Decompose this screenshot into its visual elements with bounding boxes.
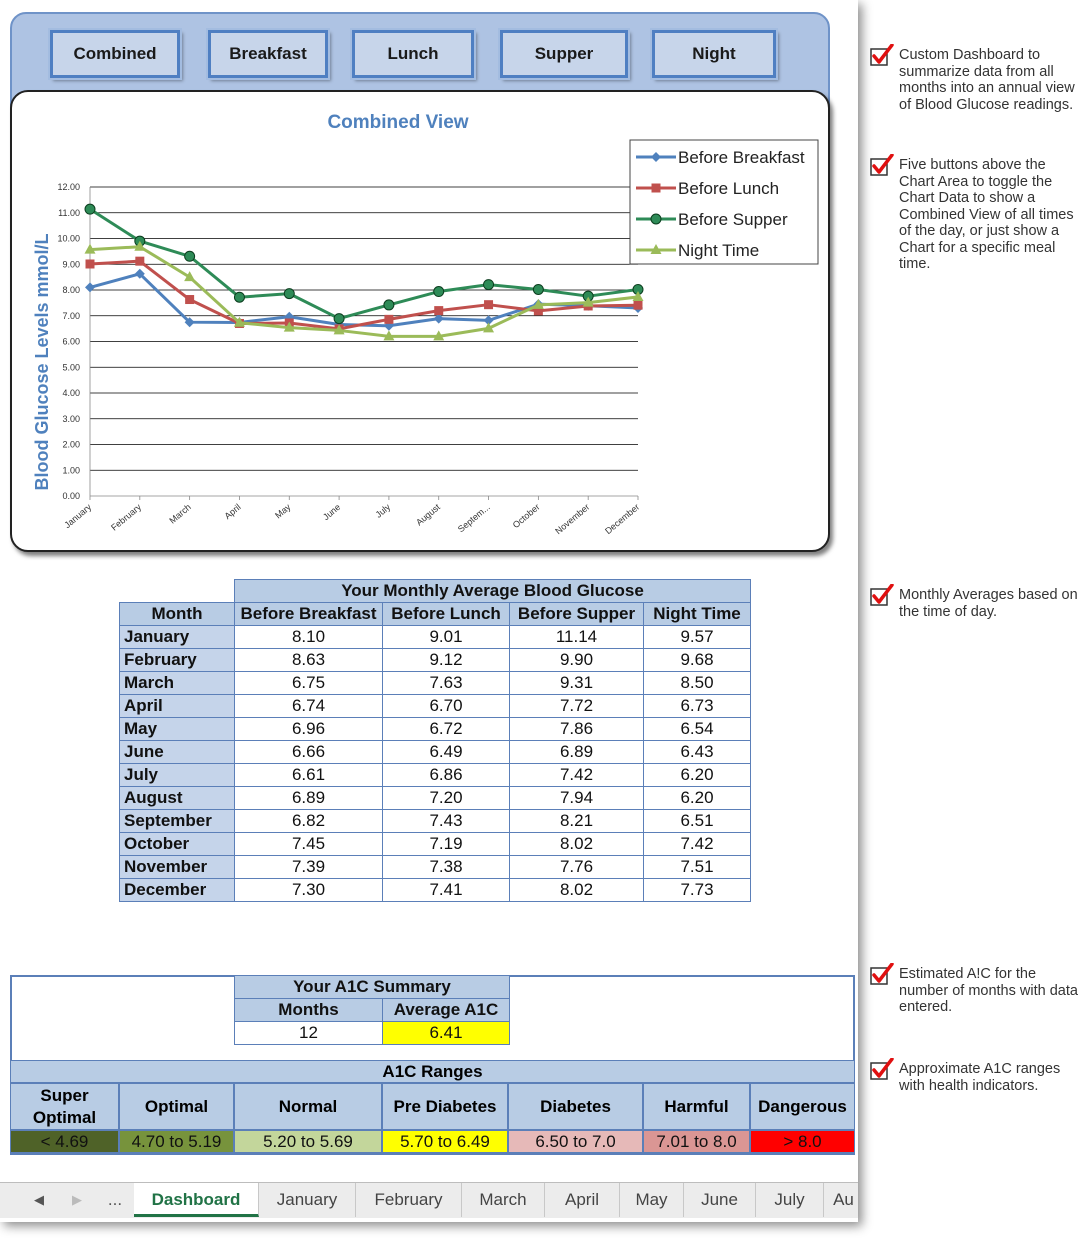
table-row — [120, 879, 751, 902]
y-tick-label: 2.00 — [62, 439, 80, 450]
legend-marker — [651, 214, 661, 224]
x-tick-label: Septem... — [455, 501, 492, 535]
y-tick-label: 4.00 — [62, 388, 80, 398]
data-point — [384, 300, 394, 310]
data-point — [185, 295, 194, 304]
data-point — [634, 301, 643, 310]
sheet-tab[interactable]: Dashboard — [134, 1183, 259, 1217]
x-tick-label: December — [603, 501, 642, 537]
checkbox-checked-icon — [870, 44, 894, 66]
value-cell[interactable]: 7.51 — [644, 856, 751, 879]
annotation-text: Custom Dashboard to summarize data from all months into an annual view of Blood Glucose readings. — [899, 47, 1075, 113]
sheet-tab[interactable]: March — [462, 1183, 545, 1217]
y-tick-label: 9.00 — [62, 259, 80, 270]
series-before-breakfast — [85, 269, 643, 331]
month-cell[interactable]: March — [120, 672, 235, 695]
months-header: Months — [235, 999, 383, 1022]
column-header: Before Breakfast — [235, 603, 383, 626]
value-cell[interactable]: 7.86 — [510, 718, 644, 741]
breakfast-button[interactable]: Breakfast — [208, 30, 328, 78]
x-tick-label: February — [109, 501, 144, 533]
checkbox-checked-icon — [870, 963, 894, 985]
value-cell[interactable]: 8.21 — [510, 810, 644, 833]
value-cell[interactable]: 7.73 — [644, 879, 751, 902]
value-cell[interactable]: 6.49 — [383, 741, 510, 764]
supper-button[interactable]: Supper — [500, 30, 628, 78]
month-cell[interactable]: January — [120, 626, 235, 649]
value-cell[interactable]: 6.54 — [644, 718, 751, 741]
value-cell[interactable]: 7.38 — [383, 856, 510, 879]
a1c-summary-table — [234, 975, 510, 1045]
annotation-text: Approximate A1C ranges with health indicators. — [899, 1061, 1061, 1094]
month-cell[interactable]: October — [120, 833, 235, 856]
month-cell[interactable]: July — [120, 764, 235, 787]
data-point — [334, 314, 344, 324]
y-tick-label: 8.00 — [62, 285, 80, 295]
table-row — [120, 856, 751, 879]
monthly-table-title: Your Monthly Average Blood Glucose — [235, 580, 751, 603]
range-header: Normal — [234, 1083, 382, 1130]
value-cell[interactable]: 6.89 — [510, 741, 644, 764]
range-value[interactable]: 4.70 to 5.19 — [119, 1130, 234, 1153]
data-point — [85, 282, 95, 292]
legend-label: Before Supper — [678, 210, 788, 229]
value-cell[interactable]: 6.51 — [644, 810, 751, 833]
value-cell[interactable]: 7.41 — [383, 879, 510, 902]
value-cell[interactable]: 11.14 — [510, 626, 644, 649]
value-cell[interactable]: 9.68 — [644, 649, 751, 672]
value-cell[interactable]: 7.72 — [510, 695, 644, 718]
value-cell[interactable]: 6.61 — [235, 764, 383, 787]
value-cell[interactable]: 6.70 — [383, 695, 510, 718]
chart-area[interactable] — [10, 90, 830, 552]
month-cell[interactable]: May — [120, 718, 235, 741]
table-row — [120, 741, 751, 764]
value-cell[interactable]: 7.42 — [644, 833, 751, 856]
y-tick-label: 7.00 — [62, 310, 80, 321]
column-header: Night Time — [644, 603, 751, 626]
month-cell[interactable]: February — [120, 649, 235, 672]
sheet-tab-bar — [0, 1182, 858, 1218]
x-tick-label: November — [553, 501, 592, 537]
x-tick-label: July — [373, 501, 393, 520]
value-cell[interactable]: 9.90 — [510, 649, 644, 672]
y-tick-label: 11.00 — [58, 207, 80, 218]
value-cell[interactable]: 7.45 — [235, 833, 383, 856]
data-point — [384, 315, 393, 324]
value-cell[interactable]: 6.72 — [383, 718, 510, 741]
data-point — [434, 287, 444, 297]
value-cell[interactable]: 6.86 — [383, 764, 510, 787]
sheet-tab[interactable]: April — [545, 1183, 620, 1217]
night-button[interactable]: Night — [652, 30, 776, 78]
sheet-tab[interactable]: June — [684, 1183, 756, 1217]
table-row — [120, 764, 751, 787]
range-value[interactable]: 6.50 to 7.0 — [508, 1130, 643, 1153]
table-row — [120, 672, 751, 695]
scroll-right-icon[interactable]: ▶ — [72, 1192, 82, 1207]
value-cell[interactable]: 6.74 — [235, 695, 383, 718]
x-tick-label: June — [320, 501, 343, 523]
combined-chart — [12, 92, 828, 550]
value-cell[interactable]: 9.57 — [644, 626, 751, 649]
value-cell[interactable]: 9.12 — [383, 649, 510, 672]
range-header: Dangerous — [750, 1083, 855, 1130]
annotation-text: Estimated A!C for the number of months with data entered. — [899, 966, 1078, 1015]
range-header: Pre Diabetes — [382, 1083, 508, 1130]
data-point — [434, 306, 443, 315]
value-cell[interactable]: 8.02 — [510, 879, 644, 902]
data-point — [85, 204, 95, 214]
value-cell[interactable]: 9.31 — [510, 672, 644, 695]
month-cell[interactable]: April — [120, 695, 235, 718]
table-row — [120, 718, 751, 741]
value-cell[interactable]: 6.66 — [235, 741, 383, 764]
value-cell[interactable]: 7.43 — [383, 810, 510, 833]
legend-label: Before Lunch — [678, 179, 780, 198]
y-tick-label: 5.00 — [62, 362, 80, 373]
months-value[interactable]: 12 — [235, 1022, 383, 1045]
combined-button[interactable]: Combined — [50, 30, 180, 78]
a1c-ranges-title: A1C Ranges — [10, 1060, 855, 1083]
value-cell[interactable]: 6.75 — [235, 672, 383, 695]
data-point — [135, 257, 144, 266]
monthly-average-table — [119, 579, 751, 902]
data-point — [86, 259, 95, 268]
month-cell[interactable]: August — [120, 787, 235, 810]
value-cell[interactable]: 7.63 — [383, 672, 510, 695]
x-tick-label: January — [62, 501, 94, 531]
month-cell[interactable]: June — [120, 741, 235, 764]
range-value[interactable]: 5.70 to 6.49 — [382, 1130, 508, 1153]
value-cell[interactable]: 7.30 — [235, 879, 383, 902]
x-tick-label: August — [414, 501, 443, 528]
range-header: Super Optimal — [10, 1083, 119, 1130]
sheet-tab[interactable]: February — [356, 1183, 462, 1217]
range-header: Harmful — [643, 1083, 750, 1130]
checkbox-checked-icon — [870, 584, 894, 606]
table-row — [120, 695, 751, 718]
value-cell[interactable]: 8.63 — [235, 649, 383, 672]
x-tick-label: May — [273, 501, 293, 521]
lunch-button[interactable]: Lunch — [352, 30, 474, 78]
average-a1c-header: Average A1C — [383, 999, 510, 1022]
data-point — [234, 292, 244, 302]
y-tick-label: 6.00 — [62, 336, 80, 347]
annotation-text: Monthly Averages based on the time of day. — [899, 587, 1078, 620]
x-tick-label: March — [167, 501, 193, 526]
annotation-text: Five buttons above the Chart Area to toggle the Chart Data to show a Combined View of all times of the day, or just show a Chart for a specific meal time. — [899, 157, 1074, 272]
value-cell[interactable]: 7.94 — [510, 787, 644, 810]
legend-label: Night Time — [678, 241, 760, 260]
data-point — [533, 284, 543, 294]
series-line — [90, 274, 638, 326]
checkbox-checked-icon — [870, 1058, 894, 1080]
sheet-tab[interactable]: January — [259, 1183, 356, 1217]
range-header: Optimal — [119, 1083, 234, 1130]
sheet-tab[interactable]: July — [756, 1183, 824, 1217]
value-cell[interactable]: 7.42 — [510, 764, 644, 787]
y-tick-label: 3.00 — [62, 413, 80, 424]
scroll-left-icon[interactable]: ◀ — [34, 1192, 44, 1207]
chart-title: Combined View — [327, 112, 469, 133]
table-row — [120, 649, 751, 672]
a1c-summary-title: Your A1C Summary — [235, 976, 510, 999]
table-row — [120, 626, 751, 649]
value-cell[interactable]: 8.50 — [644, 672, 751, 695]
value-cell[interactable]: 6.82 — [235, 810, 383, 833]
y-axis-label: Blood Glucose Levels mmol/L — [32, 233, 52, 491]
column-header: Month — [120, 603, 235, 626]
value-cell[interactable]: 6.20 — [644, 787, 751, 810]
month-cell[interactable]: December — [120, 879, 235, 902]
range-value[interactable]: > 8.0 — [750, 1130, 855, 1153]
value-cell[interactable]: 6.20 — [644, 764, 751, 787]
value-cell[interactable]: 9.01 — [383, 626, 510, 649]
value-cell[interactable]: 6.96 — [235, 718, 383, 741]
table-row — [120, 787, 751, 810]
column-header: Before Supper — [510, 603, 644, 626]
month-cell[interactable]: November — [120, 856, 235, 879]
y-tick-label: 0.00 — [62, 491, 80, 501]
average-a1c-value[interactable]: 6.41 — [383, 1022, 510, 1045]
checkbox-checked-icon — [870, 154, 894, 176]
data-point — [484, 300, 493, 309]
value-cell[interactable]: 8.02 — [510, 833, 644, 856]
range-header: Diabetes — [508, 1083, 643, 1130]
value-cell[interactable]: 7.39 — [235, 856, 383, 879]
column-header: Before Lunch — [383, 603, 510, 626]
legend-label: Before Breakfast — [678, 148, 805, 167]
value-cell[interactable]: 6.73 — [644, 695, 751, 718]
data-point — [484, 280, 494, 290]
range-value[interactable]: 7.01 to 8.0 — [643, 1130, 750, 1153]
y-tick-label: 10.00 — [57, 233, 80, 244]
sheet-tab[interactable]: Au — [824, 1183, 858, 1217]
legend-marker — [652, 184, 661, 193]
month-cell[interactable]: September — [120, 810, 235, 833]
table-row — [120, 810, 751, 833]
data-point — [185, 251, 195, 261]
series-line — [90, 261, 638, 329]
y-tick-label: 1.00 — [62, 465, 80, 476]
range-value[interactable]: < 4.69 — [10, 1130, 119, 1153]
x-tick-label: April — [222, 501, 243, 522]
series-before-lunch — [86, 257, 643, 334]
value-cell[interactable]: 7.76 — [510, 856, 644, 879]
value-cell[interactable]: 8.10 — [235, 626, 383, 649]
data-point — [284, 289, 294, 299]
value-cell[interactable]: 7.20 — [383, 787, 510, 810]
value-cell[interactable]: 7.19 — [383, 833, 510, 856]
y-tick-label: 12.00 — [57, 182, 80, 192]
more-tabs-button[interactable]: ... — [107, 1190, 123, 1209]
value-cell[interactable]: 6.43 — [644, 741, 751, 764]
sheet-tab[interactable]: May — [620, 1183, 684, 1217]
table-row — [120, 833, 751, 856]
value-cell[interactable]: 6.89 — [235, 787, 383, 810]
x-tick-label: October — [510, 501, 542, 531]
range-value[interactable]: 5.20 to 5.69 — [234, 1130, 382, 1153]
